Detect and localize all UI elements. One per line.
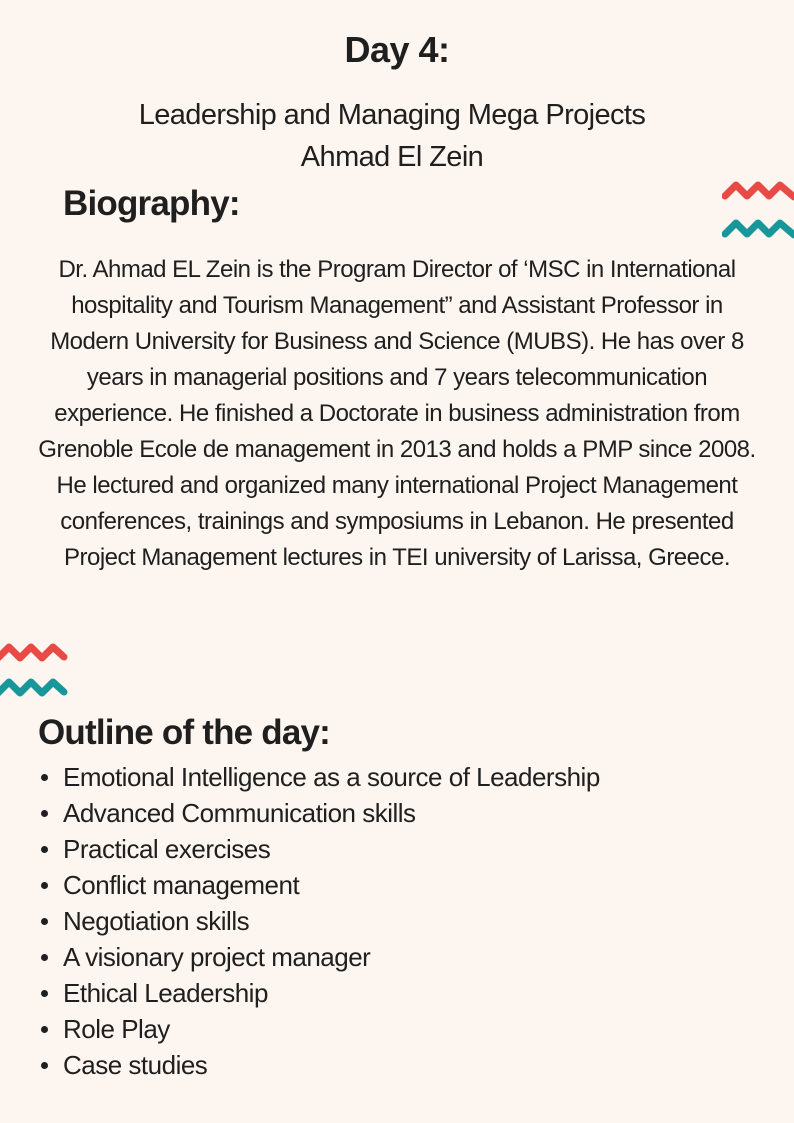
list-item: Negotiation skills (38, 903, 600, 939)
list-item: Advanced Communication skills (38, 795, 600, 831)
list-item: Ethical Leadership (38, 975, 600, 1011)
list-item: Role Play (38, 1011, 600, 1047)
bullet-icon (41, 990, 48, 997)
list-item: A visionary project manager (38, 939, 600, 975)
list-item: Emotional Intelligence as a source of Leadership (38, 759, 600, 795)
speaker-name: Ahmad El Zein (300, 141, 484, 173)
bullet-icon (41, 1026, 48, 1033)
session-subtitle (0, 94, 784, 178)
day-title: Day 4: (344, 29, 450, 70)
bullet-icon (41, 954, 48, 961)
outline-heading: Outline of the day: (38, 713, 331, 752)
biography-text: Dr. Ahmad EL Zein is the Program Director of ‘MSC in International hospitality and Tourism Management” and Assistant Professor in Modern University for Business and Science (MUBS). He has over 8 years in managerial positions and 7 years telecommunication experience. He finished a Doctorate in business administration from Grenoble Ecole de management in 2013 and holds a PMP since 2008. He lectured and organized many international Project Management conferences, trainings and symposiums in Lebanon. He presented Project Management lectures in TEI university of Larissa, Greece. (38, 256, 756, 571)
bullet-icon (41, 882, 48, 889)
bullet-icon (41, 918, 48, 925)
outline-list (38, 759, 600, 1083)
bullet-icon (41, 1062, 48, 1069)
bullet-icon (41, 774, 48, 781)
zigzag-decoration-left-icon (0, 638, 70, 700)
zigzag-decoration-top-right-icon (722, 178, 794, 240)
list-item: Case studies (38, 1047, 600, 1083)
list-item: Practical exercises (38, 831, 600, 867)
list-item: Conflict management (38, 867, 600, 903)
bullet-icon (41, 810, 48, 817)
bullet-icon (41, 846, 48, 853)
session-title: Leadership and Managing Mega Projects (138, 99, 646, 131)
biography-heading: Biography: (63, 184, 240, 223)
